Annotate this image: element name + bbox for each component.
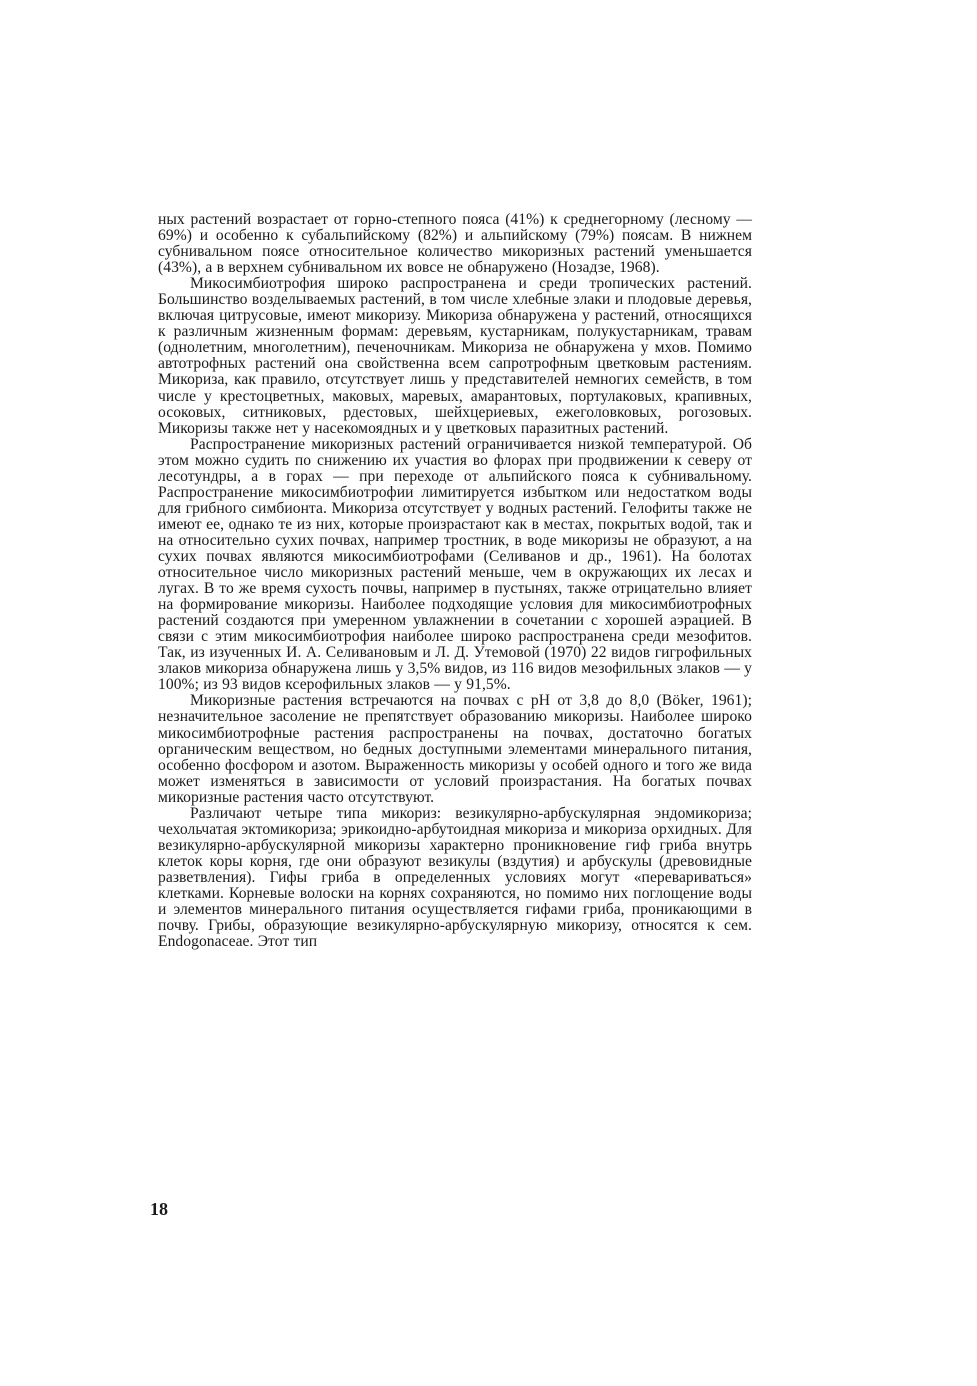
- paragraph-distribution-limits: Распространение микоризных растений ограничивается низкой температурой. Об этом можно судить по снижению их участия во флорах при продвижении к северу от лесотундры, а в горах — при переходе от альпийского пояса к субнивальному. Распространение микосимбиотрофии лимитируется избытком или недостатком воды для грибного симбионта. Микориза отсутствует у водных растений. Гелофиты также не имеют ее, однако те из них, которые произрастают как в местах, покрытых водой, так и на относительно сухих почвах, например тростник, в воде микоризы не образуют, а на сухих почвах являются микосимбиотрофами (Селиванов и др., 1961). На болотах относительное число микоризных растений меньше, чем в окружающих их лесах и лугах. В то же время сухость почвы, например в пустынях, также отрицательно влияет на формирование микоризы. Наиболее подходящие условия для микосимбиотрофных растений создаются при умеренном увлажнении в сочетании с хорошей аэрацией. В связи с этим микосимбиотрофия наиболее широко распространена среди мезофитов. Так, из изученных И. А. Селивановым и Л. Д. Утемовой (1970) 22 видов гигрофильных злаков микориза обнаружена лишь у 3,5% видов, из 116 видов мезофильных злаков — у 100%; из 93 видов ксерофильных злаков — у 91,5%.: [158, 435, 752, 694]
- page-body: [158, 212, 752, 950]
- page-number: 18: [150, 1199, 168, 1219]
- paragraph-mycorrhiza-types: Различают четыре типа микориз: везикулярно-арбускулярная эндомикориза; чехольчатая эктомикориза; эрикоидно-арбутоидная микориза и микориза орхидных. Для везикулярно-арбускулярной микоризы характерно проникновение гиф гриба внутрь клеток коры корня, где они образуют везикулы (вздутия) и арбускулы (древовидные разветвления). Гифы гриба в определенных условиях могут «перевариваться» клетками. Корневые волоски на корнях сохраняются, но помимо них поглощение воды и элементов минерального питания осуществляется гифами гриба, проникающими в почву. Грибы, образующие везикулярно-арбускулярную микоризу, относятся к сем. Endogonaceae. Этот тип: [158, 804, 752, 951]
- paragraph-soil-conditions: Микоризные растения встречаются на почвах с pH от 3,8 до 8,0 (Böker, 1961); незначительное засоление не препятствует образованию микоризы. Наиболее широко микосимбиотрофные растения распространены на почвах, достаточно богатых органическим веществом, но бедных доступными элементами минерального питания, особенно фосфором и азотом. Выраженность микоризы у особей одного и того же вида может изменяться в зависимости от условий произрастания. На богатых почвах микоризные растения часто отсутствуют.: [158, 692, 752, 806]
- paragraph-tropical-mycosymbiotrophy: Микосимбиотрофия широко распространена и среди тропических растений. Большинство возделываемых растений, в том числе хлебные злаки и плодовые деревья, включая цитрусовые, имеют микоризу. Микориза обнаружена у растений, относящихся к различным жизненным формам: деревьям, кустарникам, полукустарникам, травам (однолетним, многолетним), печеночникам. Микориза не обнаружена у мхов. Помимо автотрофных растений она свойственна всем сапротрофным цветковым растениям. Микориза, как правило, отсутствует лишь у представителей немногих семейств, в том числе у крестоцветных, маковых, маревых, амарантовых, портулаковых, крапивных, осоковых, ситниковых, рдестовых, шейхцериевых, ежеголовковых, рогозовых. Микоризы также нет у насекомоядных и у цветковых паразитных растений.: [158, 275, 752, 437]
- paragraph-continuation: ных растений возрастает от горно-степного пояса (41%) к среднегорному (лесному — 69%) и особенно к субальпийскому (82%) и альпийскому (79%) поясам. В нижнем субнивальном поясе относительное количество микоризных растений уменьшается (43%), а в верхнем субнивальном их вовсе не обнаружено (Нозадзе, 1968).: [158, 211, 752, 277]
